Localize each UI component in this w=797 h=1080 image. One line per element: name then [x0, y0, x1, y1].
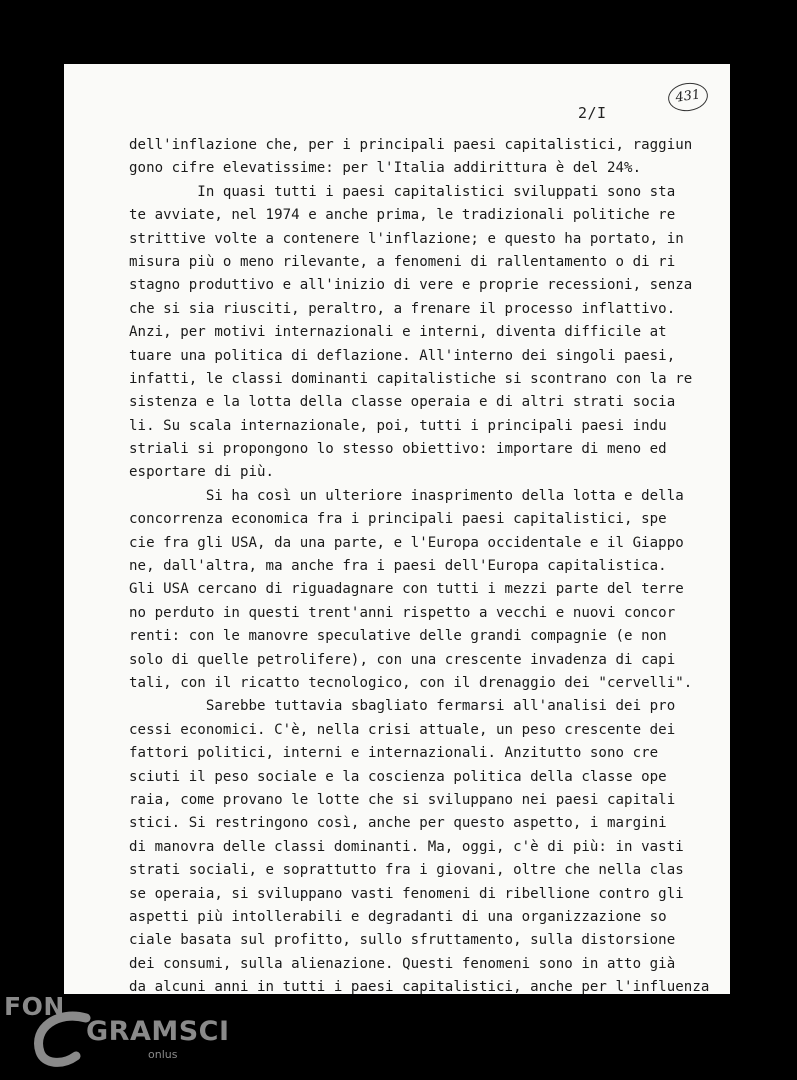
text-line: raia, come provano le lotte che si sviluppano nei paesi capitali — [129, 791, 676, 808]
text-line: da alcuni anni in tutti i paesi capitalistici, anche per l'influenza — [129, 979, 710, 996]
text-line: esportare di più. — [129, 464, 275, 481]
text-line: Sarebbe tuttavia sbagliato fermarsi all'analisi dei pro — [129, 698, 676, 715]
text-line: Anzi, per motivi internazionali e interni, diventa difficile at — [129, 324, 667, 341]
text-line: sciuti il peso sociale e la coscienza politica della classe ope — [129, 768, 667, 785]
text-line: ne, dall'altra, ma anche fra i paesi dell'Europa capitalistica. — [129, 558, 667, 575]
text-line: aspetti più intollerabili e degradanti di una organizzazione so — [129, 908, 667, 925]
text-line: strati sociali, e soprattutto fra i giovani, oltre che nella clas — [129, 862, 684, 879]
text-line: te avviate, nel 1974 e anche prima, le tradizionali politiche re — [129, 207, 676, 224]
text-line: stagno produttivo e all'inizio di vere e proprie recessioni, senza — [129, 277, 693, 294]
text-line: no perduto in questi trent'anni rispetto a vecchi e nuovi concor — [129, 604, 676, 621]
archive-stamp: 431 — [666, 80, 710, 113]
text-line: renti: con le manovre speculative delle grandi compagnie (e non — [129, 628, 667, 645]
text-line: fattori politici, interni e internazionali. Anzitutto sono cre — [129, 745, 659, 762]
text-line: che si sia riusciti, peraltro, a frenare il processo inflattivo. — [129, 300, 676, 317]
text-line: li. Su scala internazionale, poi, tutti i principali paesi indu — [129, 417, 667, 434]
text-line: se operaia, si sviluppano vasti fenomeni di ribellione contro gli — [129, 885, 684, 902]
text-line: Gli USA cercano di riguadagnare con tutti i mezzi parte del terre — [129, 581, 684, 598]
text-line: solo di quelle petrolifere), con una crescente invadenza di capi — [129, 651, 676, 668]
text-line: In quasi tutti i paesi capitalistici sviluppati sono sta — [129, 183, 676, 200]
text-line: sistenza e la lotta della classe operaia e di altri strati socia — [129, 394, 676, 411]
text-line: di manovra delle classi dominanti. Ma, oggi, c'è di più: in vasti — [129, 838, 684, 855]
text-line: concorrenza economica fra i principali paesi capitalistici, spe — [129, 511, 667, 528]
text-line: striali si propongono lo stesso obiettivo: importare di meno ed — [129, 441, 667, 458]
watermark-onlus: onlus — [148, 1048, 178, 1061]
text-line: tali, con il ricatto tecnologico, con il drenaggio dei "cervelli". — [129, 674, 693, 691]
watermark-fon: FON — [4, 992, 65, 1021]
text-line: ciale basata sul profitto, sullo sfruttamento, sulla distorsione — [129, 932, 676, 949]
text-line: tuare una politica di deflazione. All'interno dei singoli paesi, — [129, 347, 676, 364]
text-line: misura più o meno rilevante, a fenomeni di rallentamento o di ri — [129, 253, 676, 270]
text-line: infatti, le classi dominanti capitalistiche si scontrano con la re — [129, 370, 693, 387]
text-line: gono cifre elevatissime: per l'Italia addirittura è del 24%. — [129, 160, 642, 177]
text-line: cie fra gli USA, da una parte, e l'Europa occidentale e il Giappo — [129, 534, 684, 551]
text-line: strittive volte a contenere l'inflazione; e questo ha portato, in — [129, 230, 684, 247]
body-text — [129, 134, 709, 999]
text-line: stici. Si restringono così, anche per questo aspetto, i margini — [129, 815, 667, 832]
fondazione-gramsci-watermark — [0, 992, 230, 1080]
text-line: cessi economici. C'è, nella crisi attuale, un peso crescente dei — [129, 721, 676, 738]
text-line: Si ha così un ulteriore inasprimento della lotta e della — [129, 487, 684, 504]
text-line: dei consumi, sulla alienazione. Questi fenomeni sono in atto già — [129, 955, 676, 972]
text-line: dell'inflazione che, per i principali paesi capitalistici, raggiun — [129, 137, 693, 153]
page-number: 2/I — [578, 104, 607, 122]
watermark-gramsci: GRAMSCI — [86, 1016, 230, 1047]
